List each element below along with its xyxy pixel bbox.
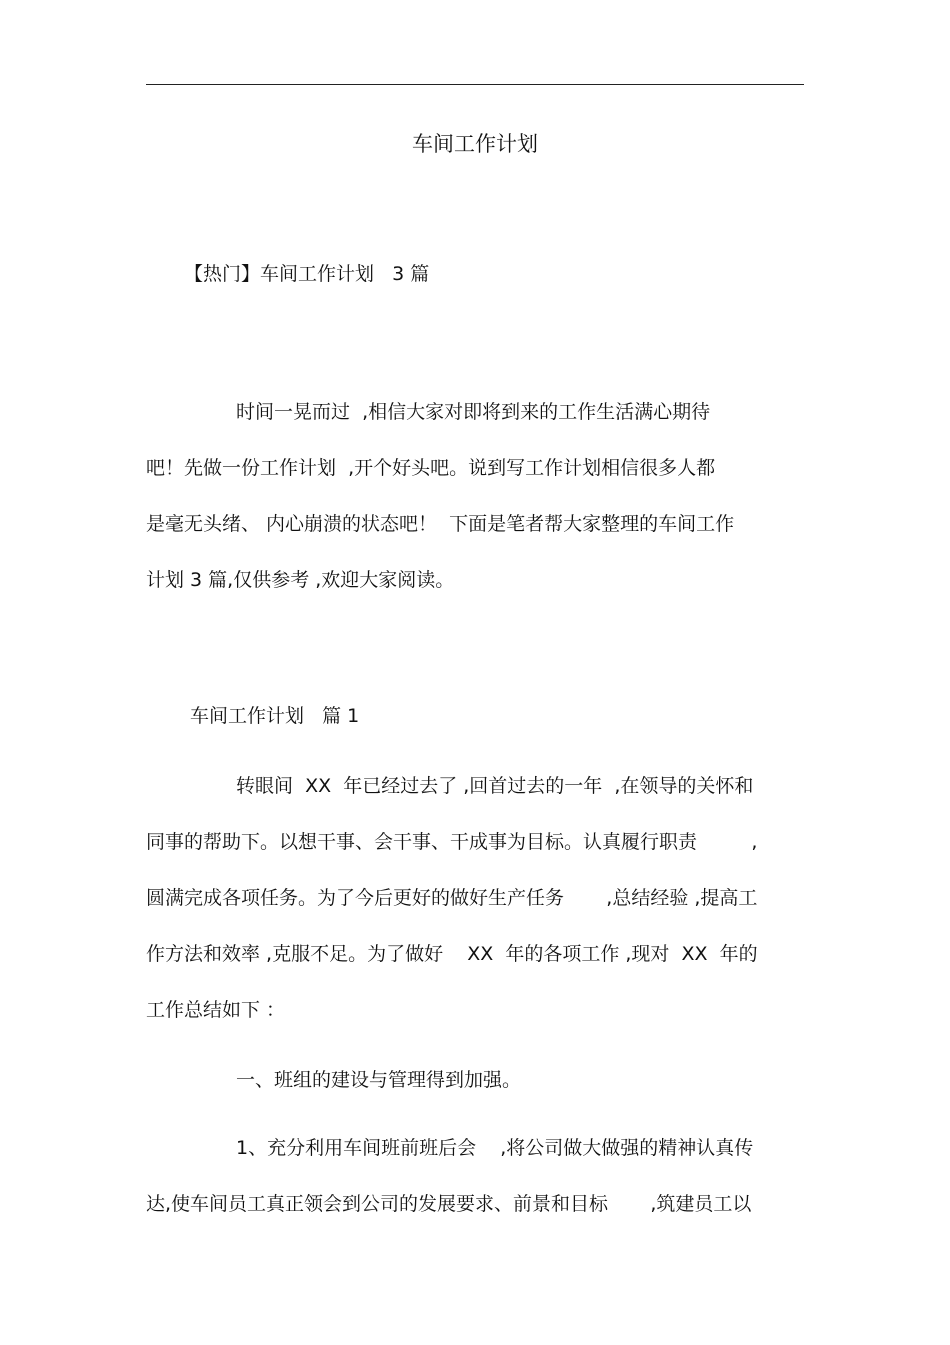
- document-title: 车间工作计划: [412, 132, 538, 156]
- intro-line: 吧！先做一份工作计划 ,开个好头吧。说到写工作计划相信很多人都: [146, 457, 716, 479]
- paragraph-line: 同事的帮助下。以想干事、会干事、干成事为目标。认真履行职责 ,: [146, 831, 758, 853]
- intro-line: 计划 3 篇,仅供参考 ,欢迎大家阅读。: [146, 569, 455, 591]
- paragraph-line: 工作总结如下 ：: [146, 999, 286, 1021]
- paragraph-line: 转眼间 XX 年已经过去了 ,回首过去的一年 ,在领导的关怀和: [236, 775, 754, 797]
- paragraph-line: 圆满完成各项任务。为了今后更好的做好生产任务 ,总结经验 ,提高工: [146, 887, 758, 909]
- section-heading: 车间工作计划 篇 1: [190, 705, 360, 727]
- paragraph-line: 作方法和效率 ,克服不足。为了做好 XX 年的各项工作 ,现对 XX 年的: [146, 943, 758, 965]
- intro-line: 时间一晃而过 ,相信大家对即将到来的工作生活满心期待: [236, 401, 711, 423]
- header-rule: [146, 84, 804, 85]
- paragraph-line: 1、充分利用车间班前班后会 ,将公司做大做强的精神认真传: [236, 1137, 754, 1159]
- paragraph-line: 达,使车间员工真正领会到公司的发展要求、前景和目标 ,筑建员工以: [146, 1193, 752, 1215]
- intro-line: 是毫无头绪、 内心崩溃的状态吧！ 下面是笔者帮大家整理的车间工作: [146, 513, 735, 535]
- subtitle: 【热门】车间工作计划 3 篇: [184, 263, 430, 285]
- subheading: 一、班组的建设与管理得到加强。: [236, 1069, 522, 1091]
